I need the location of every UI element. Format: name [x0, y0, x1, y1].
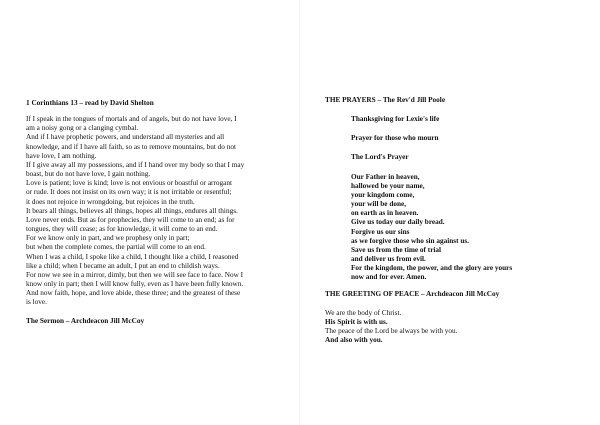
peace-response: His Spirit is with us.	[325, 317, 388, 326]
peace-heading: THE GREETING OF PEACE – Archdeacon Jill McCoy	[325, 289, 500, 298]
reading-line: For now we see in a mirror, dimly, but then we will see face to face. Now I	[26, 270, 244, 279]
peace-line: We are the body of Christ.	[325, 308, 402, 317]
reading-column	[26, 99, 278, 327]
right-page	[300, 0, 600, 425]
reading-line: knowledge, and if I have all faith, so as to remove mountains, but do not	[26, 142, 237, 151]
prayers-heading: THE PRAYERS – The Rev'd Jill Poole	[325, 96, 446, 104]
reading-text	[26, 115, 278, 307]
sermon-heading: The Sermon – Archdeacon Jill McCoy	[26, 317, 145, 326]
reading-line: For we know only in part, and we prophesy only in part;	[26, 234, 190, 243]
peace-text	[325, 309, 587, 346]
reading-line: Love is patient; love is kind; love is not envious or boastful or arrogant	[26, 179, 232, 188]
lords-prayer-line: hallowed be your name,	[351, 181, 425, 190]
lords-prayer-line: Forgive us our sins	[351, 227, 410, 236]
prayer-item: Thanksgiving for Lexie's life	[351, 115, 440, 124]
reading-line: know only in part; then I will know fully, even as I have been fully known.	[26, 279, 244, 288]
lords-prayer-line: your kingdom come,	[351, 190, 415, 199]
reading-line: Love never ends. But as for prophecies, they will come to an end; as for	[26, 215, 235, 224]
reading-line: tongues, they will cease; as for knowledge, it will come to an end.	[26, 225, 218, 234]
reading-line: like a child; when I became an adult, I put an end to childish ways.	[26, 261, 220, 270]
lords-prayer-line: as we forgive those who sin against us.	[351, 236, 470, 245]
reading-line: or rude. It does not insist on its own way; it is not irritable or resentful;	[26, 188, 232, 197]
reading-line: have love, I am nothing.	[26, 151, 97, 160]
peace-line: The peace of the Lord be always be with you.	[325, 326, 458, 335]
lords-prayer-text	[351, 173, 587, 283]
lords-prayer-line: For the kingdom, the power, and the glory are yours	[351, 264, 513, 273]
reading-line: If I speak in the tongues of mortals and of angels, but do not have love, I	[26, 115, 237, 124]
prayer-list	[325, 115, 587, 282]
lords-prayer-line: and deliver us from evil.	[351, 255, 426, 264]
reading-line: boast, but do not have love, I gain nothing.	[26, 170, 151, 179]
lords-prayer-line: Give us today our daily bread.	[351, 218, 445, 227]
reading-line: it does not rejoice in wrongdoing, but rejoices in the truth.	[26, 197, 195, 206]
reading-line: is love.	[26, 298, 47, 307]
reading-line: but when the complete comes, the partial will come to an end.	[26, 243, 206, 252]
lords-prayer-line: Our Father in heaven,	[351, 172, 420, 181]
lords-prayer-line: your will be done,	[351, 200, 407, 209]
lords-prayer-line: Save us from the time of trial	[351, 245, 442, 254]
prayers-column	[325, 96, 587, 345]
lords-prayer-line: now and for ever. Amen.	[351, 273, 427, 282]
reading-line: And if I have prophetic powers, and understand all mysteries and all	[26, 133, 225, 142]
reading-heading: 1 Corinthians 13 – read by David Shelton	[26, 99, 154, 107]
prayer-item: The Lord's Prayer	[351, 153, 409, 162]
peace-response: And also with you.	[325, 336, 383, 345]
reading-line: If I give away all my possessions, and if I hand over my body so that I may	[26, 160, 245, 169]
reading-line: It bears all things, believes all things, hopes all things, endures all things.	[26, 206, 238, 215]
reading-line: When I was a child, I spoke like a child, I thought like a child, I reasoned	[26, 252, 239, 261]
prayer-item: Prayer for those who mourn	[351, 134, 439, 143]
lords-prayer-line: on earth as in heaven.	[351, 209, 419, 218]
reading-line: And now faith, hope, and love abide, these three; and the greatest of these	[26, 289, 241, 298]
reading-line: am a noisy gong or a clanging cymbal.	[26, 124, 139, 133]
